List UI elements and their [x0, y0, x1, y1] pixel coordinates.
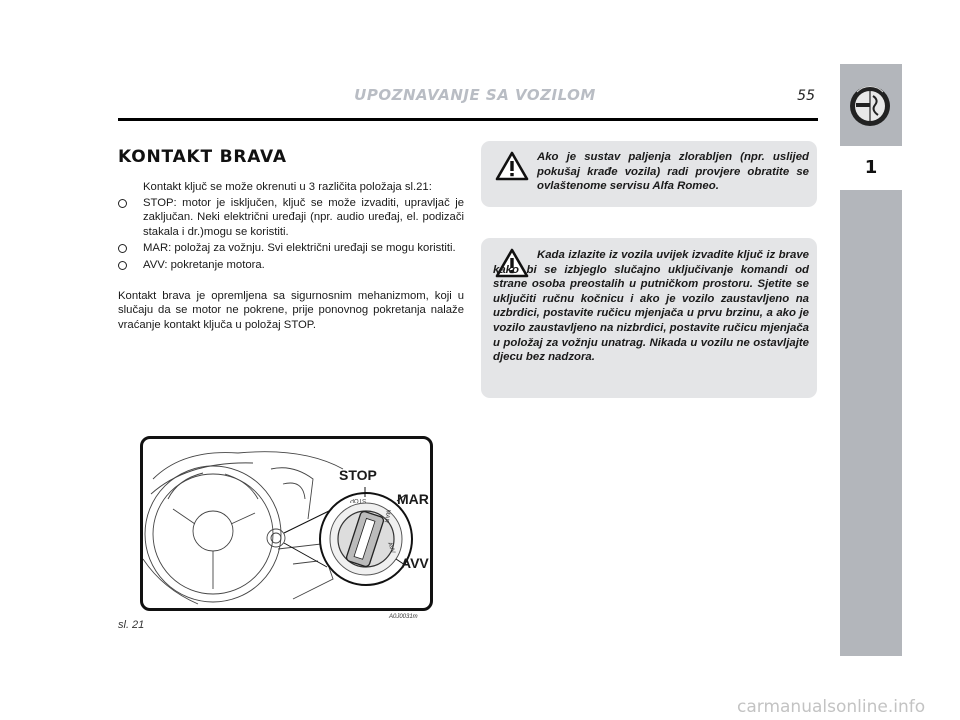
- ignition-figure: [140, 436, 433, 611]
- list-item-text: AVV: pokretanje motora.: [143, 258, 265, 271]
- warning-box: [481, 141, 817, 207]
- warning-box: [481, 238, 817, 398]
- section-intro: Kontakt ključ se može okrenuti u 3 različita položaja sl.21:: [143, 181, 432, 193]
- dial-label-avv: AVV: [385, 541, 396, 555]
- list-item-text: MAR: položaj za vožnju. Svi električni uređaji se mogu koristiti.: [143, 242, 456, 255]
- footer-watermark[interactable]: carmanualsonline.info: [737, 697, 926, 717]
- dial-label-mar: MAR: [382, 508, 391, 524]
- warning-text: Ako je sustav paljenja zlorabljen (npr. uslijed pokušaj krađe vozila) radi provjere obratite se ovlaštenome servisu Alfa Romeo.: [537, 151, 809, 193]
- figure-caption: sl. 21: [118, 619, 145, 631]
- figure-label-mar: MAR: [397, 491, 429, 507]
- header-rule: [118, 118, 818, 121]
- figure-label-stop: STOP: [339, 467, 377, 483]
- section-body: [118, 180, 464, 332]
- bullet-icon: [118, 199, 127, 208]
- page-number: 55: [797, 88, 815, 104]
- page-header-title: UPOZNAVANJE SA VOZILOM: [354, 86, 596, 104]
- figure-code: A0J0031m: [389, 614, 418, 620]
- figure-label-avv: AVV: [401, 555, 429, 571]
- list-item-text: STOP: motor je isključen, ključ se može izvaditi, upravljač je zaključan. Neki električni uređaji (npr. audio uređaj, el. podizači stakala i dr.)mogu se koristiti.: [143, 196, 464, 238]
- ignition-illustration: [143, 439, 430, 608]
- bullet-icon: [118, 244, 127, 253]
- chapter-sidebar: [840, 64, 902, 656]
- list-item: [118, 241, 464, 256]
- alfa-romeo-logo-icon: [848, 84, 892, 128]
- chapter-tab[interactable]: 1: [840, 146, 902, 190]
- body-paragraph: Kontakt brava je opremljena sa sigurnosnim mehanizmom, koji u slučaju da se motor ne pokrene, prije ponovnog pokretanja nalaže vraćanje kontakt ključa u položaj STOP.: [118, 289, 464, 331]
- list-item: [118, 196, 464, 240]
- bullet-icon: [118, 261, 127, 270]
- list-item: [118, 258, 464, 273]
- warning-text: Kada izlazite iz vozila uvijek izvadite ključ iz brave kako bi se izbjeglo slučajno uključivanje komandi od strane osoba preostalih u putničkom prostoru. Sjetite se uključiti ručnu kočnicu i ako je vozilo zaustavljeno na uzbrdici, postavite ručicu mjenjača u prvu brzinu, a ako je vozilo zaustavljeno na nizbrdici, postavite ručicu mjenjača u položaj za vožnju unatrag. Nikada u vozilu ne ostavljajte djecu bez nadzora.: [493, 249, 809, 364]
- section-title: KONTAKT BRAVA: [118, 147, 287, 167]
- warning-triangle-icon: [495, 151, 529, 181]
- dial-label-stop: STOP: [350, 497, 367, 503]
